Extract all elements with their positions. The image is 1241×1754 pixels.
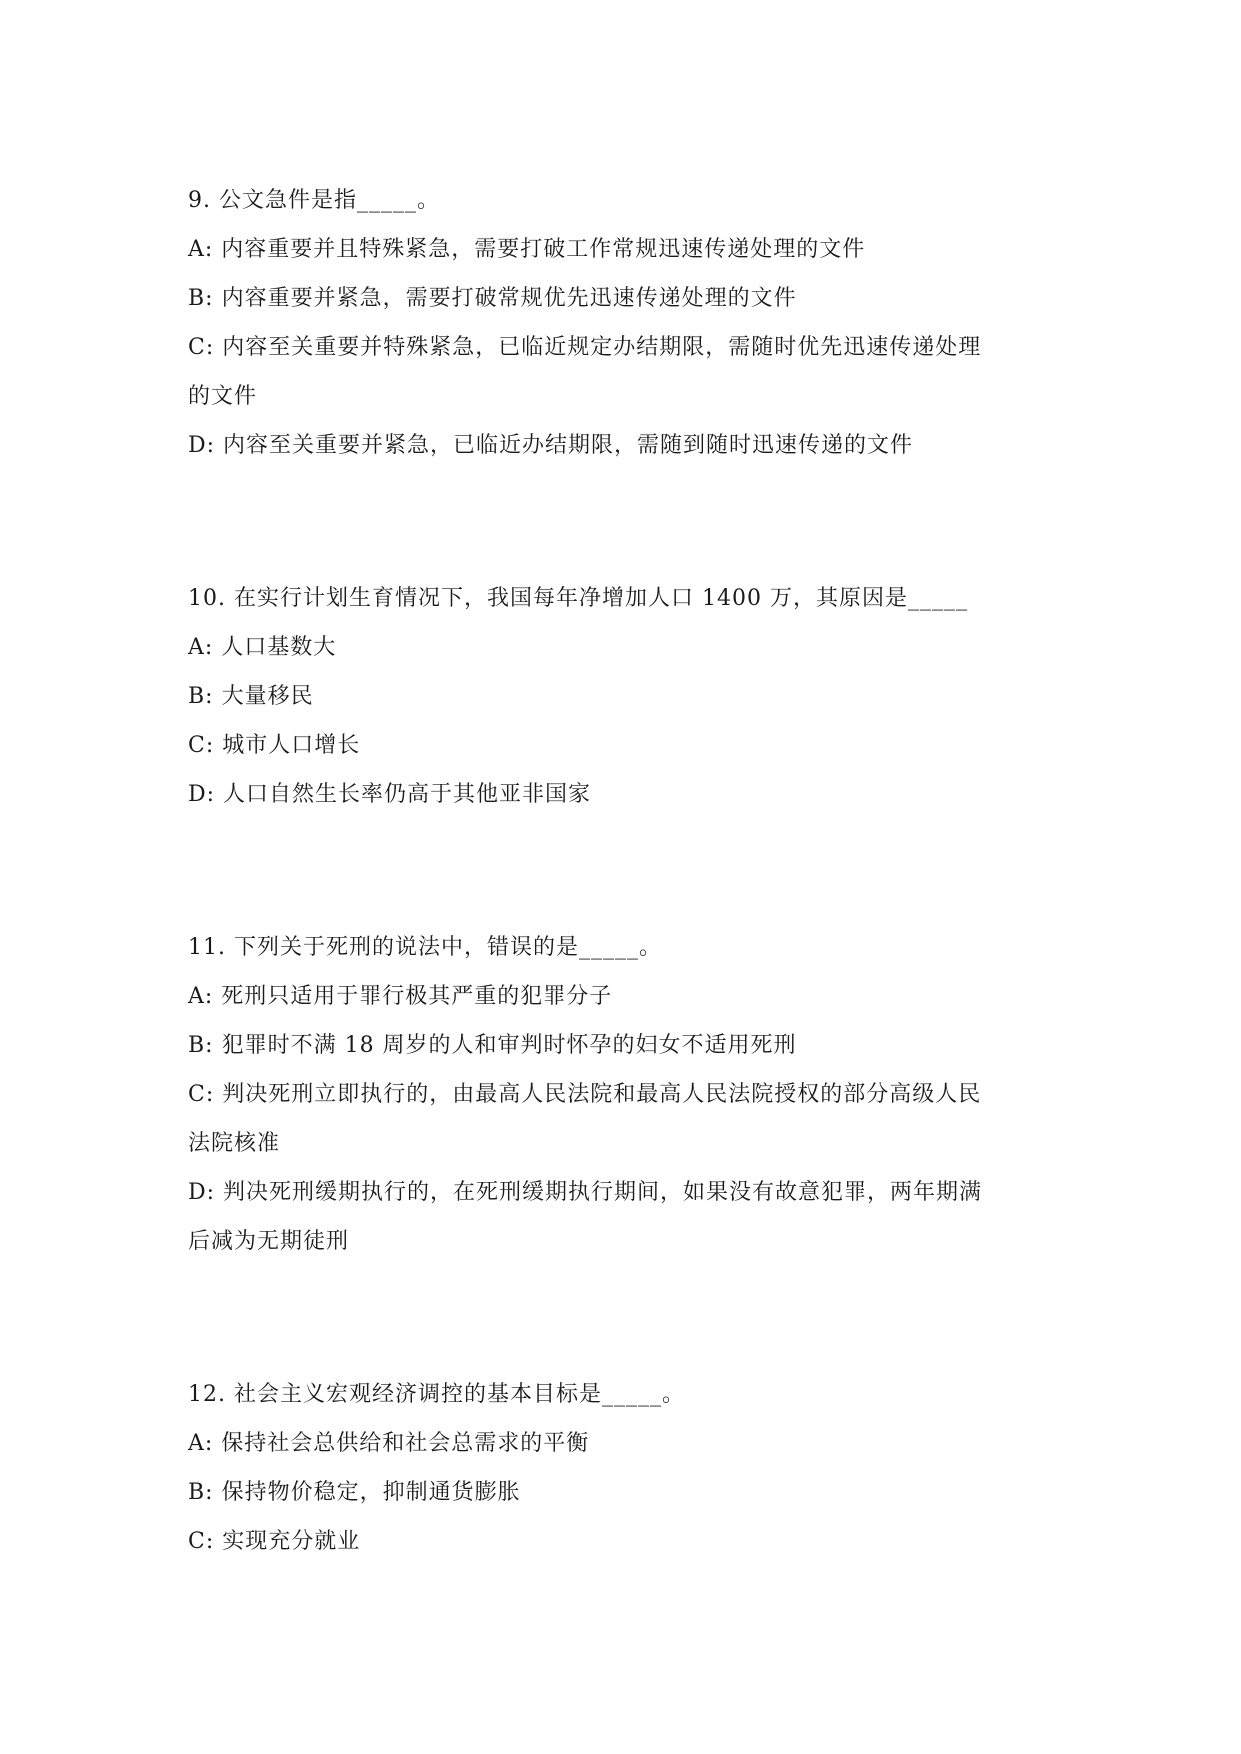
question-9 (188, 176, 1068, 470)
question-spacer (188, 1266, 1068, 1370)
option-b: B: 犯罪时不满 18 周岁的人和审判时怀孕的妇女不适用死刑 (188, 1033, 797, 1058)
option-d: D: 判决死刑缓期执行的，在死刑缓期执行期间，如果没有故意犯罪，两年期满 (188, 1180, 983, 1205)
question-11 (188, 923, 1068, 1266)
option-d: D: 人口自然生长率仍高于其他亚非国家 (188, 782, 592, 807)
option-a: A: 保持社会总供给和社会总需求的平衡 (188, 1431, 590, 1456)
question-list (188, 176, 1068, 1566)
option-b: B: 大量移民 (188, 684, 314, 709)
question-10 (188, 574, 1068, 819)
option-c-continuation: 的文件 (188, 384, 258, 409)
option-a: A: 人口基数大 (188, 635, 337, 660)
question-stem: 11. 下列关于死刑的说法中，错误的是_____。 (188, 935, 662, 960)
option-c: C: 内容至关重要并特殊紧急，已临近规定办结期限，需随时优先迅速传递处理 (188, 335, 982, 360)
option-a: A: 死刑只适用于罪行极其严重的犯罪分子 (188, 984, 613, 1009)
option-d: D: 内容至关重要并紧急，已临近办结期限，需随到随时迅速传递的文件 (188, 433, 914, 458)
question-stem: 10. 在实行计划生育情况下，我国每年净增加人口 1400 万，其原因是_____ (188, 586, 968, 611)
option-b: B: 内容重要并紧急，需要打破常规优先迅速传递处理的文件 (188, 286, 797, 311)
option-d-continuation: 后减为无期徒刑 (188, 1229, 350, 1254)
question-stem: 12. 社会主义宏观经济调控的基本目标是_____。 (188, 1382, 685, 1407)
option-b: B: 保持物价稳定，抑制通货膨胀 (188, 1480, 521, 1505)
option-c: C: 实现充分就业 (188, 1529, 361, 1554)
question-12 (188, 1370, 1068, 1566)
question-spacer (188, 470, 1068, 574)
option-c: C: 城市人口增长 (188, 733, 361, 758)
option-c-continuation: 法院核准 (188, 1131, 281, 1156)
question-spacer (188, 819, 1068, 923)
option-c: C: 判决死刑立即执行的，由最高人民法院和最高人民法院授权的部分高级人民 (188, 1082, 982, 1107)
option-a: A: 内容重要并且特殊紧急，需要打破工作常规迅速传递处理的文件 (188, 237, 866, 262)
question-stem: 9. 公文急件是指_____。 (188, 188, 440, 213)
